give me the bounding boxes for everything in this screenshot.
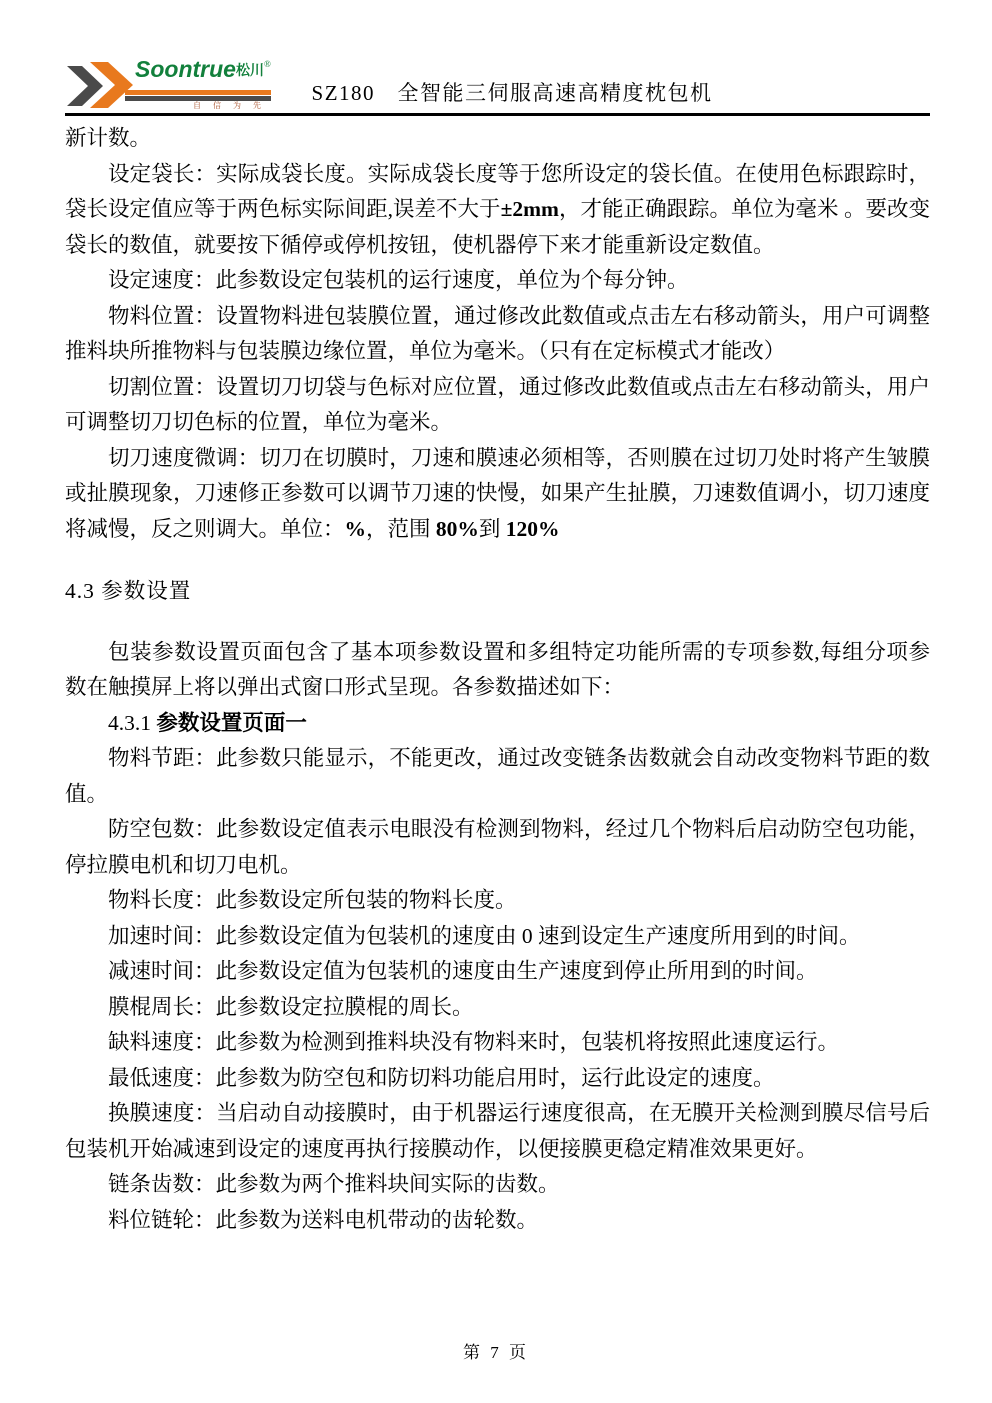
bold-text: % bbox=[344, 516, 367, 541]
text-run: 包装参数设置页面包含了基本项参数设置和多组特定功能所需的专项参数,每组分项参数在触摸屏上将以弹出式窗口形式呈现。各参数描述如下： bbox=[65, 639, 930, 699]
text-run: ，范围 bbox=[366, 516, 436, 541]
text-run: 设定袋长：实际成袋长度。实际成袋长度等于您所设定的袋长值。在使用色标跟踪时，袋长设定值应等于两色标实际间距,误差不大于 bbox=[65, 161, 930, 221]
paragraph bbox=[65, 812, 930, 883]
paragraph bbox=[65, 441, 930, 548]
text-run: 加速时间：此参数设定值为包装机的速度由 0 速到设定生产速度所用到的时间。 bbox=[108, 923, 861, 948]
bold-text: 参数设置页面一 bbox=[156, 710, 307, 735]
soontrue-logo bbox=[65, 54, 280, 112]
text-run: 物料位置：设置物料进包装膜位置，通过修改此数值或点击左右移动箭头，用户可调整推料块所推物料与包装膜边缘位置，单位为毫米。（只有在定标模式才能改） bbox=[65, 303, 930, 363]
paragraph bbox=[65, 919, 930, 955]
text-run: 链条齿数：此参数为两个推料块间实际的齿数。 bbox=[108, 1172, 560, 1196]
text-run: 减速时间：此参数设定值为包装机的速度由生产速度到停止所用到的时间。 bbox=[108, 959, 818, 983]
text-run: 换膜速度：当启动自动接膜时，由于机器运行速度很高，在无膜开关检测到膜尽信号后包装机开始减速到设定的速度再执行接膜动作，以便接膜更稳定精准效果更好。 bbox=[65, 1101, 930, 1161]
paragraph bbox=[65, 157, 930, 264]
text-run: 4.3 参数设置 bbox=[65, 579, 192, 603]
paragraph bbox=[65, 121, 930, 157]
paragraph bbox=[65, 1203, 930, 1239]
paragraph bbox=[65, 635, 930, 706]
text-run: 膜棍周长：此参数设定拉膜棍的周长。 bbox=[108, 994, 474, 1019]
bold-text: 80% bbox=[435, 516, 479, 541]
paragraph bbox=[65, 1096, 930, 1167]
section-heading bbox=[65, 574, 930, 610]
paragraph bbox=[65, 883, 930, 919]
registered-mark-icon: ® bbox=[263, 59, 271, 69]
paragraph bbox=[65, 1025, 930, 1061]
paragraph bbox=[65, 990, 930, 1026]
text-run: 最低速度：此参数为防空包和防切料功能启用时，运行此设定的速度。 bbox=[108, 1065, 775, 1090]
paragraph bbox=[65, 370, 930, 441]
text-run: 防空包数：此参数设定值表示电眼没有检测到物料，经过几个物料后启动防空包功能，停拉膜电机和切刀电机。 bbox=[65, 817, 930, 877]
text-run: 物料长度：此参数设定所包装的物料长度。 bbox=[108, 888, 517, 912]
text-run: 新计数。 bbox=[65, 126, 152, 150]
text-run: 设定速度：此参数设定包装机的运行速度，单位为个每分钟。 bbox=[108, 268, 689, 292]
text-run: 到 bbox=[478, 516, 506, 541]
paragraph bbox=[65, 1061, 930, 1097]
text-run: 料位链轮：此参数为送料电机带动的齿轮数。 bbox=[108, 1207, 539, 1232]
text-run: 缺料速度：此参数为检测到推料块没有物料来时，包装机将按照此速度运行。 bbox=[108, 1030, 840, 1054]
paragraph bbox=[65, 954, 930, 990]
section-heading bbox=[65, 706, 930, 742]
brand-name: Soontrue bbox=[135, 56, 236, 82]
bold-text: ±2mm bbox=[500, 197, 559, 221]
paragraph bbox=[65, 741, 930, 812]
doc-title: SZ180 全智能三伺服高速高精度枕包机 bbox=[311, 81, 713, 105]
text-run: 切刀速度微调：切刀在切膜时，刀速和膜速必须相等，否则膜在过切刀处时将产生皱膜或扯膜现象，刀速修正参数可以调节刀速的快慢，如果产生扯膜，刀速数值调小，切刀速度将减慢，反之则调大。单位： bbox=[65, 445, 930, 541]
logo-tagline: 自 信 为 先 bbox=[193, 101, 266, 110]
text-run: 物料节距：此参数只能显示，不能更改，通过改变链条齿数就会自动改变物料节距的数值。 bbox=[65, 746, 930, 806]
paragraph bbox=[65, 263, 930, 299]
bold-text: 120% bbox=[505, 516, 560, 541]
text-run: 切割位置：设置切刀切袋与色标对应位置，通过修改此数值或点击左右移动箭头，用户可调整切刀切色标的位置，单位为毫米。 bbox=[65, 374, 930, 434]
page-header bbox=[0, 0, 992, 113]
paragraph bbox=[65, 299, 930, 370]
text-run: ，才能正确跟踪。单位为毫米 。要改变袋长的数值，就要按下循停或停机按钮，使机器停下来才能重新设定数值。 bbox=[65, 197, 930, 257]
paragraph bbox=[65, 1167, 930, 1203]
logo-wordmark bbox=[135, 56, 271, 83]
brand-name-cjk: 松川 bbox=[235, 64, 264, 79]
document-body bbox=[0, 116, 992, 1238]
page-number: 第 7 页 bbox=[463, 1343, 529, 1362]
page-footer bbox=[0, 1338, 992, 1363]
text-run: 4.3.1 bbox=[108, 710, 157, 735]
